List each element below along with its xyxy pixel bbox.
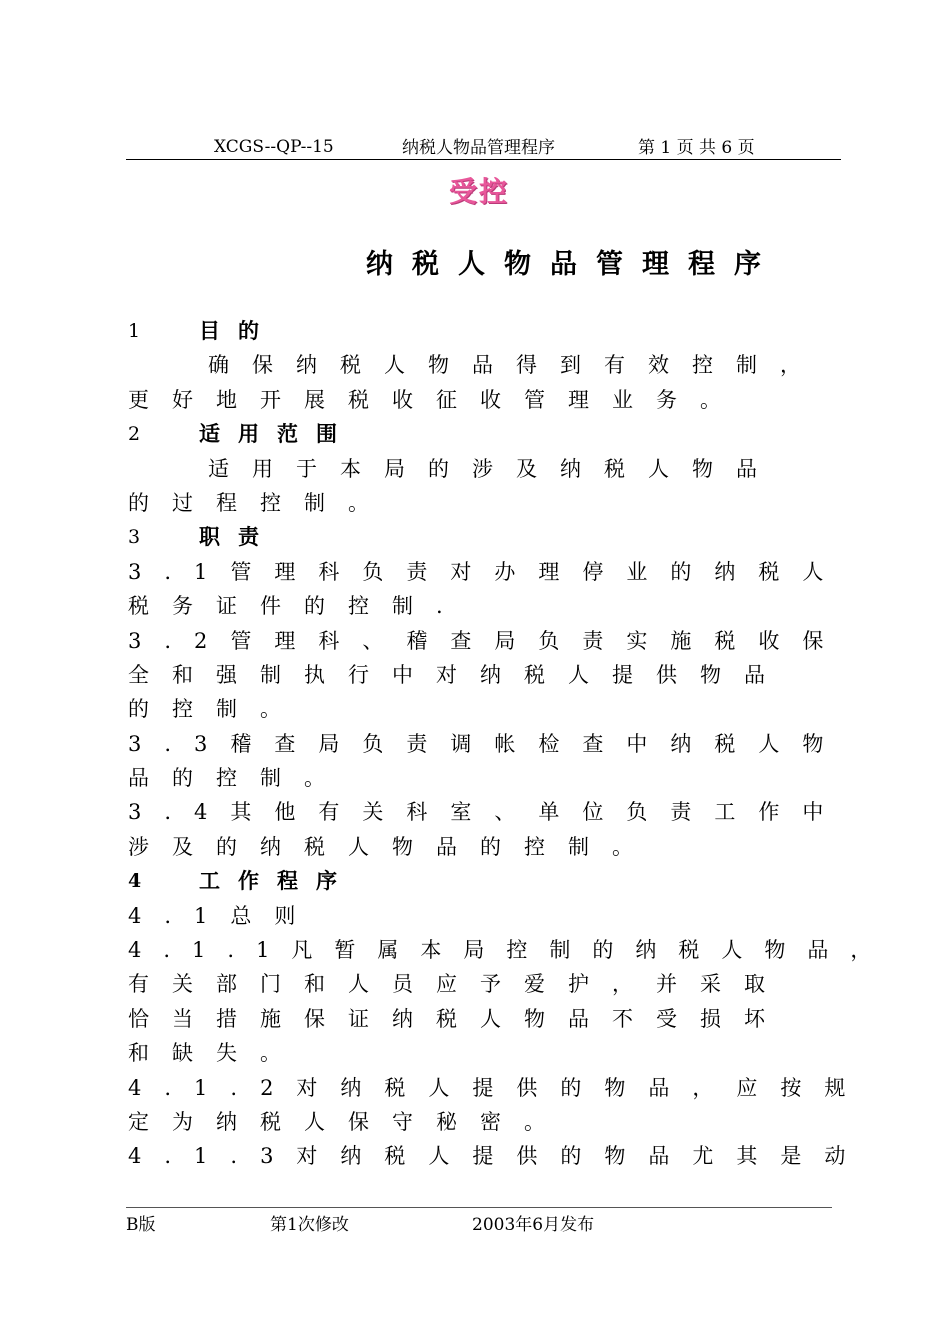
- footer-version: B版: [126, 1215, 156, 1235]
- paragraph-line: 3.2管理科、稽查局负责实施税收保: [128, 628, 847, 653]
- paragraph-line: 全和强制执行中对纳税人提供物品: [128, 662, 788, 687]
- paragraph-line: 3.3稽查局负责调帐检查中纳税人物: [128, 731, 847, 756]
- paragraph-line: 涉及的纳税人物品的控制。: [128, 834, 656, 859]
- section-title: 工作程序: [199, 869, 355, 894]
- section-number: 4: [128, 870, 142, 893]
- paragraph-line: 4.1.3对纳税人提供的物品尤其是动: [128, 1144, 869, 1169]
- paragraph-line: 适用于本局的涉及纳税人物品: [208, 456, 780, 481]
- paragraph-line: 品的控制。: [128, 766, 348, 791]
- paragraph-line: 4.1.2对纳税人提供的物品，应按规: [128, 1075, 869, 1100]
- header-page-info: 第 1 页 共 6 页: [638, 138, 755, 158]
- paragraph-line: 3.1管理科负责对办理停业的纳税人: [128, 559, 847, 584]
- paragraph-line: 定为纳税人保守秘密。: [128, 1109, 568, 1134]
- controlled-stamp: 受控: [449, 175, 510, 208]
- paragraph-line: 恰当措施保证纳税人物品不受损坏: [128, 1006, 788, 1031]
- footer-release-date: 2003年6月发布: [472, 1215, 595, 1235]
- section-title: 职责: [199, 525, 277, 550]
- paragraph-line: 税务证件的控制.: [128, 594, 466, 619]
- footer-rule: [126, 1207, 832, 1208]
- paragraph-line: 有关部门和人员应予爱护，并采取: [128, 972, 788, 997]
- page-title: 纳税人物品管理程序: [366, 249, 780, 280]
- paragraph-line: 4.1.1凡暂属本局控制的纳税人物品，: [128, 938, 894, 963]
- header-doc-title: 纳税人物品管理程序: [402, 138, 555, 158]
- section-3-heading: [128, 520, 848, 554]
- paragraph-line: 4.1总则: [128, 903, 319, 928]
- section-2-heading: [128, 417, 848, 451]
- section-number: 1: [128, 320, 141, 342]
- section-1-heading: [128, 314, 848, 348]
- section-4-heading: [128, 864, 848, 898]
- paragraph-line: 的控制。: [128, 697, 304, 722]
- paragraph-line: 更好地开展税收征收管理业务。: [128, 387, 744, 412]
- paragraph-line: 3.4其他有关科室、单位负责工作中: [128, 800, 847, 825]
- paragraph-line: 和缺失。: [128, 1041, 304, 1066]
- section-number: 3: [128, 526, 141, 549]
- paragraph-line: 的过程控制。: [128, 490, 392, 515]
- section-number: 2: [128, 423, 141, 446]
- header-rule: [126, 159, 841, 160]
- footer-revision: 第1次修改: [270, 1215, 349, 1235]
- section-title: 适用范围: [199, 422, 355, 447]
- paragraph-line: 确保纳税人物品得到有效控制，: [208, 353, 824, 378]
- header-doc-code: XCGS--QP--15: [214, 137, 334, 157]
- section-title: 目的: [199, 319, 277, 343]
- document-body: [128, 314, 894, 1174]
